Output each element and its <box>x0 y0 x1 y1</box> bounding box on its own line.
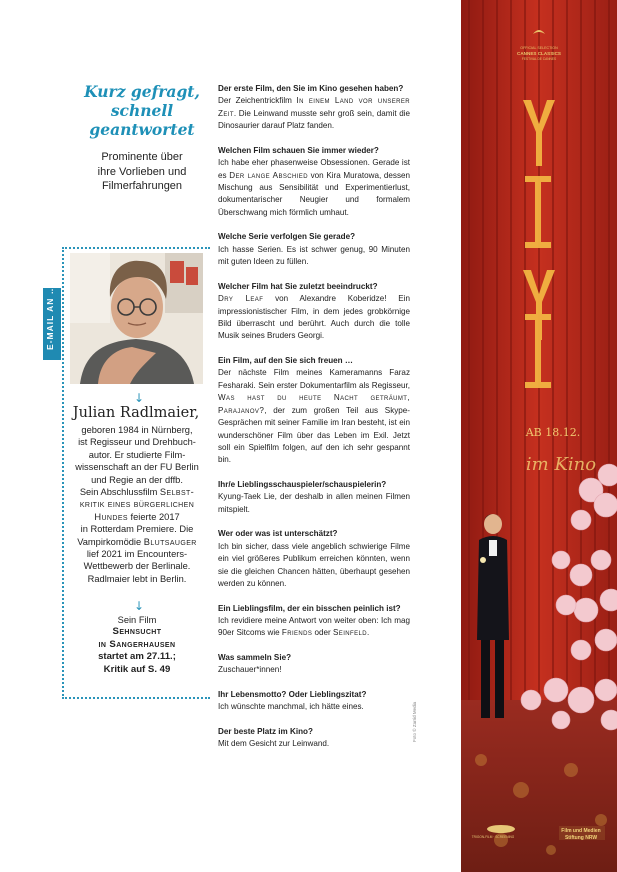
qa-item <box>218 83 410 133</box>
qa-item <box>218 603 410 640</box>
film-release-info: Sehnsucht in Sangerhausen startet am 27.11.; Kritik auf S. 49 <box>98 626 176 675</box>
qa-item <box>218 652 410 677</box>
poster-kino: im Kino <box>525 454 597 475</box>
cannes-label: OFFICIAL SELECTION <box>520 46 558 50</box>
poster-footer-right: Stiftung NRW <box>564 835 598 841</box>
answer: Kyung-Taek Lie, der deshalb in allen meinen Filmen mitspielt. <box>218 492 410 514</box>
question: Wer oder was ist unterschätzt? <box>218 529 338 539</box>
poster-date: AB 18.12. <box>525 426 581 439</box>
qa-item <box>218 145 410 219</box>
film-poster <box>461 0 617 872</box>
section-title: Kurz gefragt, schnell geantwortet <box>84 82 200 139</box>
qa-item <box>218 231 410 268</box>
question: Ein Film, auf den Sie sich freuen … <box>218 356 353 366</box>
person-name: Julian Radlmaier, <box>72 405 200 421</box>
qa-item <box>218 479 410 516</box>
answer: Ich hasse Serien. Es ist schwer genug, 90 Minuten mit guten Ideen zu füllen. <box>218 244 410 267</box>
answer: Ich revidiere meine Antwort von weiter oben: Ich mag 90er Sitcoms wie Friends oder Seinfeld. <box>218 615 410 638</box>
film-label: Sein Film <box>117 615 157 625</box>
cannes-label: CANNES CLASSICS <box>517 51 561 56</box>
question: Ihr/e Lieblingsschauspieler/schauspielerin? <box>218 479 387 489</box>
email-tab: E-MAIL AN … <box>43 288 61 360</box>
qa-item <box>218 528 410 590</box>
answer: Zuschauer*innen! <box>218 665 282 675</box>
qa-item <box>218 689 410 714</box>
answer: Der Zeichentrickfilm In einem Land vor unserer Zeit. Die Leinwand musste sehr groß sein, damit die Dinosaurier darauf Platz fanden. <box>218 96 410 131</box>
qa-item <box>218 281 410 343</box>
answer: Mit dem Gesicht zur Leinwand. <box>218 739 330 749</box>
question: Welcher Film hat Sie zuletzt beeindruckt? <box>218 281 378 291</box>
answer: Ich wünschte manchmal, ich hätte eines. <box>218 702 364 712</box>
person-bio: geboren 1984 in Nürnberg, ist Regisseur und Drehbuch- autor. Er studierte Film- wissenschaft an der FU Berlin und Regie an der dffb. Sein Abschlussfilm Selbst- kritik eines bürgerlichen Hundes feierte 2017 in Rotterdam Premiere. Die Vampirkomödie Blutsauger lief 2021 im Encounters- Wettbewerb der Berlinale. Radlmaier lebt in Berlin. <box>75 425 199 584</box>
arrow-down-icon: ↓ <box>133 391 145 405</box>
cannes-label: FESTIVAL DE CANNES <box>521 57 557 61</box>
question: Ein Lieblingsfilm, der ein bisschen peinlich ist? <box>218 603 401 613</box>
poster-footer-left: TRIGON-FILM · SCREENING <box>471 835 515 839</box>
arrow-down-icon: ↓ <box>133 599 145 613</box>
answer: Ich habe eher phasenweise Obsessionen. Gerade ist es Der lange Abschied von Kira Muratowa, dessen Mischung aus Sensibilität und Experimentierlust, dokumentarischer Neugier und formalem Überschwang mich förmlich umhaut. <box>218 158 410 217</box>
qa-list <box>218 83 410 763</box>
qa-item <box>218 355 410 467</box>
question: Welche Serie verfolgen Sie gerade? <box>218 232 356 242</box>
qa-item <box>218 726 410 751</box>
photo-credit: Foto © Zarrid Media <box>412 701 417 742</box>
poster-footer-right: Film und Medien <box>561 828 601 834</box>
answer: Ich bin sicher, dass viele angeblich schwierige Filme ein viel größeres Publikum erreichen könnten, wenn sie die gleichen Chancen hätten, überhaupt gesehen werden zu können. <box>218 541 410 588</box>
question: Welchen Film schauen Sie immer wieder? <box>218 145 379 155</box>
section-subtitle: Prominente über ihre Vorlieben und Filmerfahrungen <box>97 151 187 192</box>
answer: Dry Leaf von Alexandre Koberidze! Ein impressionistischer Film, in dem jedes grobkörnige Bild überrascht und berührt. Auch durch die tolle Musik seines Bruders Georgi. <box>218 294 410 341</box>
question: Der beste Platz im Kino? <box>218 726 313 736</box>
question: Der erste Film, den Sie im Kino gesehen haben? <box>218 84 404 93</box>
portrait-photo <box>70 253 203 384</box>
answer: Der nächste Film meines Kameramanns Faraz Fesharaki. Sein erster Dokumentarfilm als Regisseur, Was hast du heute Nacht geträumt, Parajanov?, der zum großen Teil aus Skype-Gesprächen mit seiner Familie im Iran besteht, ist ein wunderschöner Film über das Leben im Exil. Jetzt soll ein Spielfilm folgen, auf den ich sehr gespannt bin. <box>218 368 410 465</box>
question: Ihr Lebensmotto? Oder Lieblingszitat? <box>218 689 367 699</box>
question: Was sammeln Sie? <box>218 652 292 662</box>
